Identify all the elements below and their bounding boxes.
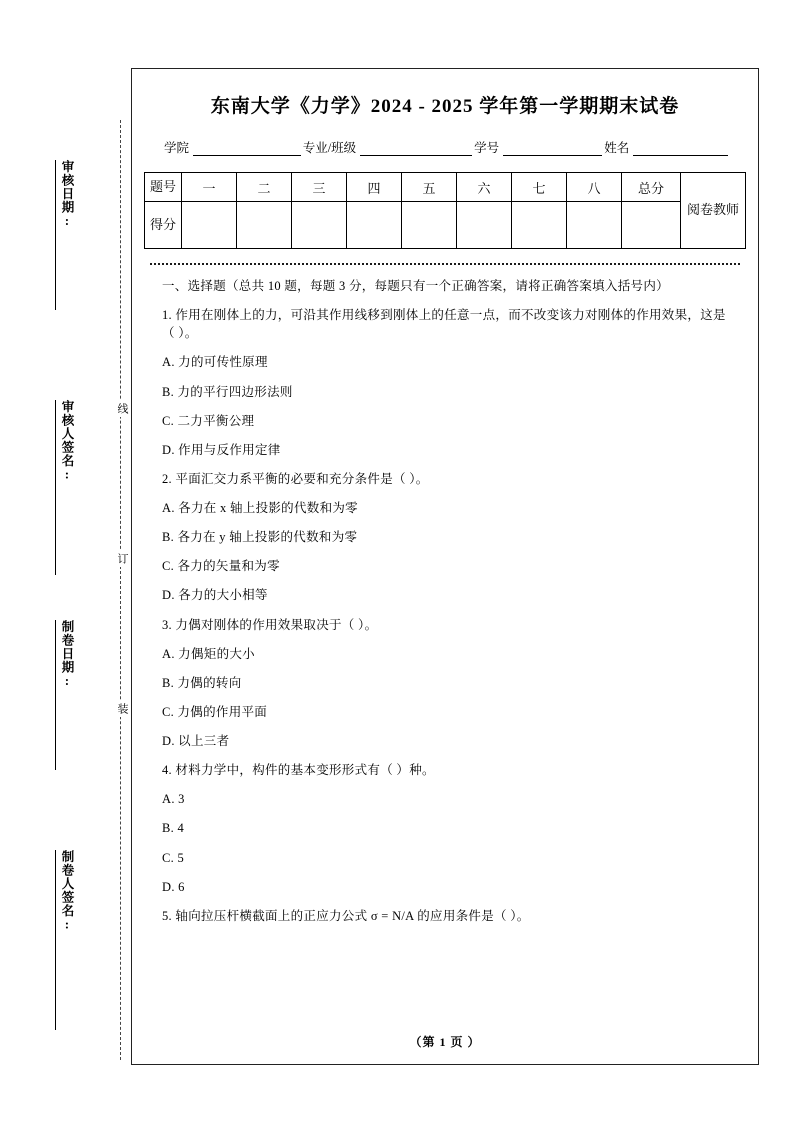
question-stem-2: 2. 平面汇交力系平衡的必要和充分条件是（ ）。 [162,471,429,486]
dotted-divider [150,263,740,265]
question-stem-1: 1. 作用在刚体上的力，可沿其作用线移到刚体上的任意一点，而不改变该力对刚体的作用效果，这是（ ）。 [162,308,726,341]
vertical-dashed-line [120,120,121,1060]
name-blank[interactable] [633,142,728,156]
paper-maker-signature-note: 制卷人签名: [60,850,74,933]
major-blank[interactable] [360,142,472,156]
table-row-header [145,173,746,202]
name-label: 姓名 [604,141,630,155]
question-stem-3: 3. 力偶对刚体的作用效果取决于（ ）。 [162,617,378,632]
score-col-1: 一 [182,173,237,202]
student-id-blank[interactable] [503,142,602,156]
page-footer: （第 1 页 ） [409,1035,481,1049]
question-4-option-b[interactable]: B. 4 [162,821,185,836]
score-table [144,172,746,249]
paper-maker-signature-underline [55,850,56,1030]
reviewer-signature-note: 审核人签名: [60,400,74,483]
section-heading: 一、选择题（总共 10 题，每题 3 分，每题只有一个正确答案，请将正确答案填入括号内） [162,279,669,293]
score-table-row-label-number: 题号 [145,173,182,202]
question-stem-5: 5. 轴向拉压杆横截面上的正应力公式 σ = N/A 的应用条件是（ ）。 [162,908,530,923]
question-4-option-d[interactable]: D. 6 [162,879,185,894]
seal-bind-label: 订 [114,550,130,567]
question-stem-4: 4. 材料力学中，构件的基本变形形式有（ ）种。 [162,763,435,778]
question-2-option-a[interactable]: A. 各力在 x 轴上投影的代数和为零 [162,501,358,515]
question-2-option-c[interactable]: C. 各力的矢量和为零 [162,559,280,574]
score-cell-1[interactable] [182,202,237,249]
question-3-option-b[interactable]: B. 力偶的转向 [162,675,242,690]
paper-date-note: 制卷日期: [60,620,74,689]
exam-content [162,277,728,925]
score-col-4: 四 [347,173,402,202]
score-col-2: 二 [237,173,292,202]
score-col-3: 三 [292,173,347,202]
score-cell-7[interactable] [512,202,567,249]
question-1-option-d[interactable]: D. 作用与反作用定律 [162,442,281,457]
score-col-7: 七 [512,173,567,202]
review-date-note: 审核日期: [60,160,74,229]
score-col-5: 五 [402,173,457,202]
question-4-option-a[interactable]: A. 3 [162,792,185,807]
paper-frame [131,68,759,1065]
score-cell-5[interactable] [402,202,457,249]
question-2-option-b[interactable]: B. 各力在 y 轴上投影的代数和为零 [162,530,358,545]
score-table-row-label-score: 得分 [145,202,182,249]
question-1-option-c[interactable]: C. 二力平衡公理 [162,413,255,428]
table-row-score [145,202,746,249]
seal-line-label: 线 [114,400,130,417]
score-col-total: 总分 [622,173,681,202]
student-info-line [164,138,730,156]
score-cell-2[interactable] [237,202,292,249]
college-label: 学院 [164,141,190,155]
score-cell-8[interactable] [567,202,622,249]
reviewer-signature-underline [55,400,56,575]
score-cell-4[interactable] [347,202,402,249]
question-4-option-c[interactable]: C. 5 [162,850,185,865]
student-id-label: 学号 [474,141,500,155]
question-3-option-d[interactable]: D. 以上三者 [162,734,230,748]
question-1-option-b[interactable]: B. 力的平行四边形法则 [162,384,293,399]
paper-date-underline [55,620,56,770]
page-title: 东南大学《力学》2024 - 2025 学年第一学期期末试卷 [210,96,680,117]
college-blank[interactable] [193,142,301,156]
question-1-option-a[interactable]: A. 力的可传性原理 [162,355,268,370]
score-col-8: 八 [567,173,622,202]
score-cell-total[interactable] [622,202,681,249]
question-2-option-d[interactable]: D. 各力的大小相等 [162,588,268,603]
score-cell-6[interactable] [457,202,512,249]
question-3-option-c[interactable]: C. 力偶的作用平面 [162,704,268,719]
seal-wrap-label: 装 [114,700,130,717]
question-3-option-a[interactable]: A. 力偶矩的大小 [162,646,255,661]
score-col-6: 六 [457,173,512,202]
score-cell-3[interactable] [292,202,347,249]
score-col-teacher: 阅卷教师 [681,173,746,249]
left-margin-strip [28,120,128,1060]
major-label: 专业/班级 [302,141,357,155]
review-date-underline [55,160,56,310]
